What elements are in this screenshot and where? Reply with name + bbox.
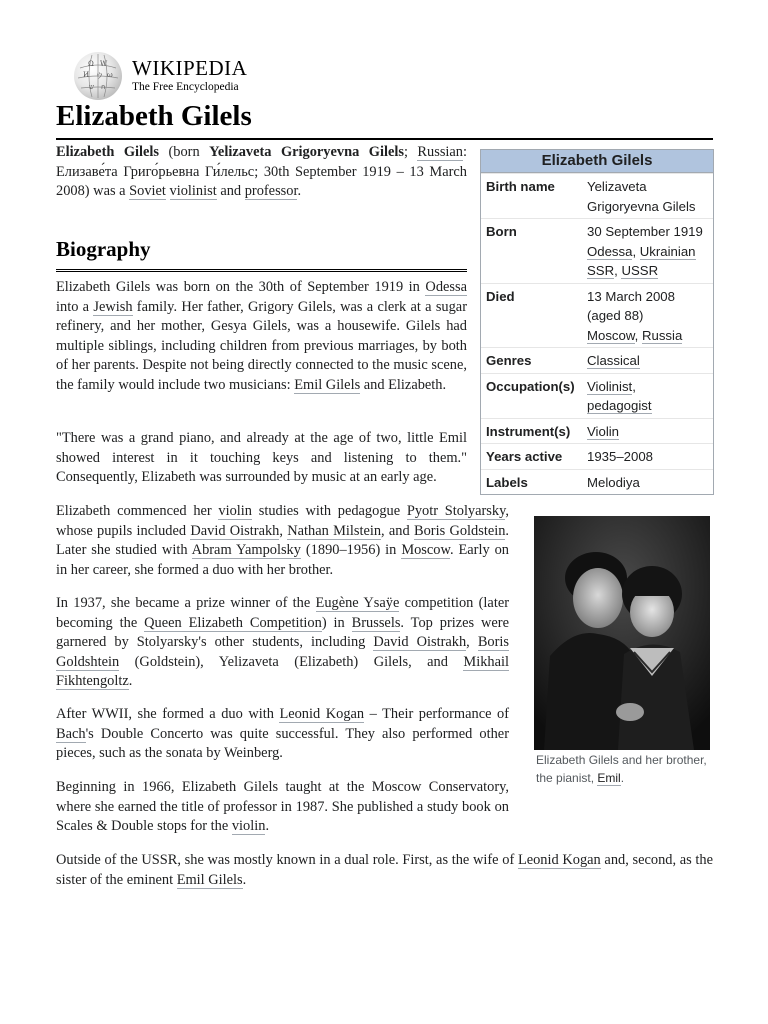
text: Elizabeth commenced her [56,503,219,519]
infobox-row-birth-name [481,173,713,218]
svg-text:ก: ก [101,83,106,91]
link-emil-gilels[interactable]: Emil Gilels [294,376,361,393]
infobox-label: Born [486,224,517,239]
text: In 1937, she became a prize winner of the [56,595,316,611]
text: and, second, as the sister of the eminent [56,852,713,888]
infobox-row-years-active [481,443,713,469]
link-eugene-ysaye[interactable]: Eugène Ysaÿe [315,595,400,611]
photo-image [534,516,710,750]
link-abram-yampolsky[interactable]: Abram Yampolsky [191,542,301,558]
link-boris-goldshtein[interactable]: Boris Goldshtein [56,634,509,670]
paragraph-6 [56,778,509,837]
text: . Top prizes were garnered by Stolyarsky's other students, including [56,614,509,650]
died-date: 13 March 2008 (aged 88) [587,288,675,323]
subject-name: Elizabeth Gilels [56,144,160,160]
link-russia[interactable]: Russia [641,327,683,343]
paragraph-5 [56,705,509,764]
paragraph-1 [56,278,467,395]
infobox-value [582,219,713,283]
link-queen-elizabeth-competition[interactable]: Queen Elizabeth Competition [144,614,322,631]
infobox-value: Yelizaveta Grigoryevna Gilels [587,179,696,214]
svg-text:ש: ש [89,83,94,91]
infobox-label: Labels [486,474,528,490]
text: studies with pedagogue [252,503,407,519]
link-classical[interactable]: Classical [587,353,640,368]
text: ; [403,144,418,160]
link-david-oistrakh-2[interactable]: David Oistrakh [373,634,467,650]
link-ussr[interactable]: USSR [621,263,659,278]
link-emil-caption[interactable]: Emil [597,771,621,785]
text: Elizabeth Gilels and her brother, the pianist, [536,753,707,785]
text: After WWII, she formed a duo with [56,706,280,722]
wikipedia-globe-icon [74,52,122,100]
link-violin-infobox[interactable]: Violin [587,423,620,439]
infobox-label: Died [486,288,515,304]
infobox-label: Birth name [486,179,555,194]
svg-text:W: W [100,60,108,68]
infobox-value [582,348,713,373]
text: (born [159,144,210,160]
infobox-value [582,419,713,444]
svg-text:И: И [83,71,90,79]
infobox-title: Elizabeth Gilels [481,150,713,173]
text: . Later she studied with [56,522,510,558]
text: and [216,183,245,199]
wikipedia-wordmark [132,58,247,94]
infobox-row-occupation [481,373,713,418]
link-violin-2[interactable]: violin [231,818,266,834]
svg-text:ω: ω [107,71,113,79]
infobox-value: Melodiya [587,474,640,490]
text: into a [56,298,94,315]
text: , [614,263,622,278]
infobox [480,149,714,495]
text: "There was a grand piano, and already at the age of two, little Emil showed interest in it touching keys and listening to them." Consequently, Elizabeth was surrounded by music at an early age. [56,430,467,485]
infobox-row-died [481,283,713,348]
text: 's Double Concerto was quite successful. They also performed other pieces, such as the sonata by Weinberg. [56,725,509,761]
photo-caption [536,751,714,787]
text: , [632,378,636,394]
text: . [265,818,270,834]
text: , whose pupils included [56,503,509,539]
link-brussels[interactable]: Brussels [351,614,401,631]
infobox-row-genres [481,347,713,373]
infobox-row-labels [481,469,713,495]
text: (1890–1956) in [300,542,402,558]
infobox-label: Instrument(s) [486,423,571,439]
photo-gilels-siblings[interactable] [534,516,710,750]
born-date: 30 September 1919 [587,224,703,239]
text: competition (later becoming the [56,595,509,631]
link-pedagogist[interactable]: pedagogist [587,398,652,413]
text [166,183,170,199]
infobox-value: 1935–2008 [587,449,654,464]
text: and Elizabeth. [360,376,447,393]
link-odessa-infobox[interactable]: Odessa [587,243,633,259]
infobox-label: Occupation(s) [486,378,575,394]
text: . [620,771,625,785]
text: Outside of the USSR, she was mostly known in a dual role. First, as the wife of [56,852,518,868]
infobox-value [582,284,713,348]
birth-name: Yelizaveta Grigoryevna Gilels [209,144,404,160]
link-bach[interactable]: Bach [56,725,86,742]
infobox-row-born [481,218,713,283]
link-david-oistrakh[interactable]: David Oistrakh [190,522,280,539]
text: ) in [321,614,352,631]
section-heading-biography: Biography [56,236,467,272]
text: . [297,183,302,199]
text: – Their performance of [364,706,509,722]
link-nathan-milstein[interactable]: Nathan Milstein [287,522,382,539]
link-emil-gilels-2[interactable]: Emil Gilels [176,871,243,888]
text: , [634,327,642,343]
wordmark-subtitle: The Free Encyclopedia [132,81,239,94]
link-soviet[interactable]: Soviet [129,183,166,199]
text: , [279,522,288,539]
link-ukrainian-ssr[interactable]: Ukrainian SSR [587,243,696,278]
infobox-value [582,374,713,418]
text: : Елизаве́та Григо́рьевна Ги́лельс; 30th September 1919 – 13 March 2008) was a [56,144,467,199]
link-odessa[interactable]: Odessa [425,279,467,295]
svg-text:Ω: Ω [88,60,94,68]
link-violin[interactable]: violin [218,503,253,519]
link-professor[interactable]: professor [244,183,298,199]
text: Elizabeth Gilels was born on the 30th of September 1919 in [56,279,426,295]
text: , and [381,522,414,539]
link-violinist[interactable]: violinist [169,183,217,199]
text: , [466,634,478,650]
infobox-row-instrument [481,418,713,444]
text: family. Her father, Grigory Gilels, was a clerk at a sugar refinery, and her mother, Gesya Gilels, was a housewife. Gilels had multiple siblings, including children from previous marriages, by both of her parents. Despite not being directly connected to the music scene, the family would include two musicians: [56,298,467,393]
paragraph-4 [56,594,509,692]
link-jewish[interactable]: Jewish [93,298,133,315]
link-leonid-kogan-2[interactable]: Leonid Kogan [517,852,601,868]
link-boris-goldstein[interactable]: Boris Goldstein [413,522,506,539]
paragraph-7 [56,851,713,890]
svg-text:ウ: ウ [96,72,103,80]
page-title: Elizabeth Gilels [56,96,713,140]
paragraph-3 [56,502,509,580]
infobox-label: Years active [486,449,563,464]
text: Beginning in 1966, Elizabeth Gilels taught at the Moscow Conservatory, where she earned the title of professor in 1987. She published a study book on Scales & Double stops for the [56,779,509,834]
text: . [128,673,133,689]
link-moscow[interactable]: Moscow [401,542,450,558]
text: , [632,243,640,259]
text: . [242,871,247,888]
text: (Goldstein), Yelizaveta (Elizabeth) Gilels, and [119,653,464,670]
link-pyotr-stolyarsky[interactable]: Pyotr Stolyarsky [406,503,506,519]
link-moscow-infobox[interactable]: Moscow [587,327,635,343]
wikipedia-logo[interactable] [74,52,247,100]
link-violinist-infobox[interactable]: Violinist [587,378,633,394]
wordmark-title: WIKIPEDIA [132,56,248,81]
lead-paragraph [56,143,467,202]
link-leonid-kogan[interactable]: Leonid Kogan [279,706,365,722]
link-mikhail-fikhtengoltz[interactable]: Mikhail Fikhtengoltz [56,653,509,689]
text: . Early on in her career, she formed a duo with her brother. [56,542,509,578]
infobox-label: Genres [486,353,532,368]
paragraph-2 [56,429,467,488]
link-russian[interactable]: Russian [417,144,463,160]
